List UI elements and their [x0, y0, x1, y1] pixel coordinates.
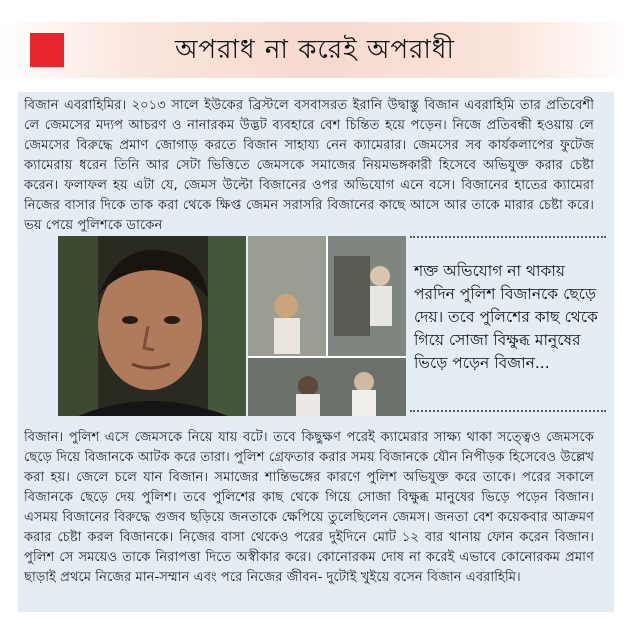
article-paragraph-bottom: বিজান। পুলিশ এসে জেমসকে নিয়ে যায় বটে। তবে কিছুক্ষণ পরেই ক্যামেরার সাক্ষ্য থাকা সত্ত্বেও জেমসকে ছেড়ে দিয়ে বিজানকে আটক করে তারা। পুলিশ গ্রেফতার করার সময় বিজানকে যৌন নিপীড়ক হিসেবেও উল্লেখ করা হয়। জেলে চলে যান বিজান। সমাজের শান্তিভঙ্গের কারণে পুলিশ অভিযুক্ত করে তাকে। পরের সকালে বিজানকে ছেড়ে দেয় পুলিশ। তবে পুলিশের কাছ থেকে গিয়ে সোজা বিক্ষুব্ধ মানুষের ভিড়ে পড়েন বিজান। এসময় বিজানের বিরুদ্ধে গুজব ছড়িয়ে জনতাকে ক্ষেপিয়ে তুলেছিলেন জেমস। জনতা বেশ কয়েকবার আক্রমণ করার চেষ্টা করল বিজানকে। নিজের বাসা থেকেও পরের দুইদিনে মোট ১২ বার থানায় ফোন করেন বিজান। পুলিশ সে সময়েও তাকে নিরাপত্তা দিতে অস্বীকার করে। কোনোরকম দোষ না করেই এভাবে কোনোরকম প্রমাণ ছাড়াই প্রথমে নিজের মান-সম্মান এবং পরে নিজের জীবন- দুটোই খুইয়ে বসেন বিজান এবরাহিমি।	[24, 430, 594, 585]
pull-quote-bottom-rule	[410, 410, 606, 412]
article-title: অপরাধ না করেই অপরাধী	[175, 35, 455, 65]
cctv-stills-image	[248, 236, 406, 416]
pull-quote-text: শক্ত অভিযোগ না থাকায় পরদিন পুলিশ বিজানকে ছেড়ে দেয়। তবে পুলিশের কাছ থেকে গিয়ে সোজা বিক্ষুব্ধ মানুষের ভিড়ে পড়েন বিজান...	[414, 262, 598, 372]
article-paragraph-top: বিজান এবরাহিমির। ২০১৩ সালে ইউকের ব্রিস্টলে বসবাসরত ইরানি উদ্বাস্তু বিজান এবরাহিমি তার প্রতিবেশী লে জেমসের মদ্যপ আচরণ ও নানারকম উদ্ভট ব্যবহারে বেশ চিন্তিত হয়ে পড়েন। নিজে প্রতিবন্ধী হওয়ায় লে জেমসের বিরুদ্ধে প্রমাণ জোগাড় করতে বিজান সাহায্য নেন ক্যামেরার। জেমসের সব কার্যকলাপের ফুটেজ ক্যামেরায় ধরেন তিনি আর সেটা ভিত্তিতে জেমসকে সমাজের নিয়মভঙ্গকারী হিসেবে অভিযুক্ত করার চেষ্টা করেন। ফলাফল হয় এটা যে, জেমস উল্টো বিজানের ওপর অভিযোগ এনে বসে। বিজানের হাতের ক্যামেরা নিজের বাসার দিকে তাক করা থেকে ক্ষিপ্ত জেমন সরাসরি বিজানের কাছে আসে আর তাকে মারার চেষ্টা করে। ভয় পেয়ে পুলিশকে ডাকেন	[24, 98, 594, 232]
man-portrait-image	[58, 236, 246, 416]
pull-quote-top-rule	[410, 236, 606, 238]
pull-quote-box	[410, 234, 606, 414]
header-banner	[0, 22, 630, 78]
cctv-footage-collage	[248, 236, 406, 416]
portrait-photo	[58, 236, 246, 416]
